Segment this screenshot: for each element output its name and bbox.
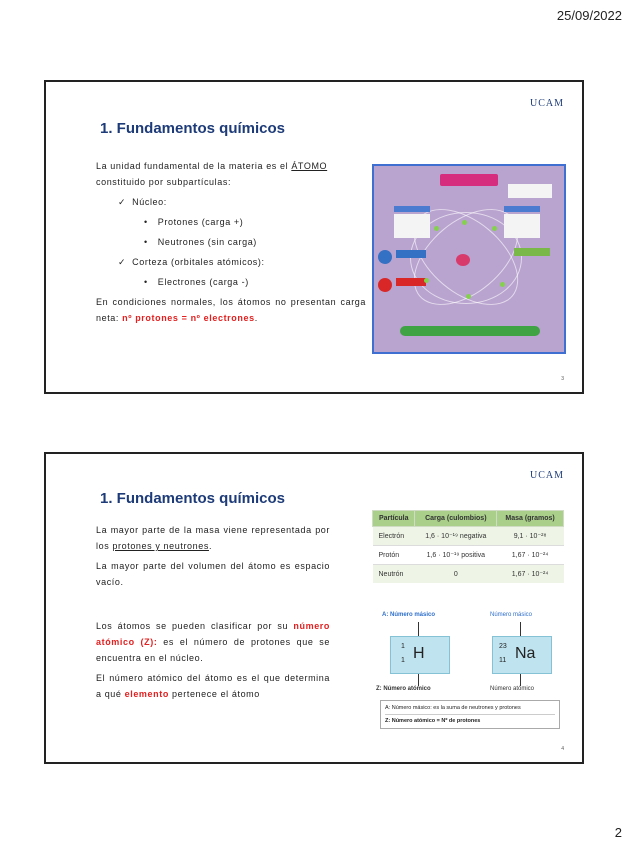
paragraph-element: El número atómico del átomo es el que determina a qué elemento pertenece el átomo	[96, 673, 330, 699]
list-item-neutrones: • Neutrones (sin carga)	[144, 234, 366, 250]
slide-number: 3	[561, 376, 564, 382]
intro-text: La unidad fundamental de la materia es el ÁTOMO constituido por subpartículas:	[96, 161, 328, 187]
list-item-corteza: ✓ Corteza (orbitales atómicos):	[118, 254, 366, 270]
paragraph-mass: La mayor parte de la masa viene representada por los protones y neutrones.	[96, 525, 330, 551]
electron-icon	[492, 226, 497, 231]
slide-4	[44, 452, 584, 764]
table-row: Neutrón 0 1,67 · 10⁻²⁴	[373, 565, 564, 584]
electron-icon	[500, 282, 505, 287]
electron-icon	[434, 226, 439, 231]
particle-table	[372, 510, 564, 583]
conclusion-text: En condiciones normales, los átomos no presentan carga neta: nº protones = nº electrones.	[96, 297, 366, 323]
sodium-box: 23 11 Na	[492, 636, 552, 674]
list-item-nucleo: ✓ Núcleo:	[118, 194, 366, 210]
table-row: Electrón 1,6 · 10⁻¹⁹ negativa 9,1 · 10⁻²⁸	[373, 527, 564, 546]
electron-icon	[462, 220, 467, 225]
table-header: Partícula	[373, 511, 415, 527]
page-number: 2	[614, 825, 622, 840]
atom-diagram	[372, 164, 566, 354]
neutron-icon	[378, 278, 392, 292]
table-row: Protón 1,6 · 10⁻¹⁹ positiva 1,67 · 10⁻²⁴	[373, 546, 564, 565]
list-item-protones: • Protones (carga +)	[144, 214, 366, 230]
paragraph-atomic-number: Los átomos se pueden clasificar por su número atómico (Z): es el número de protones que se encuentra en el núcleo.	[96, 621, 330, 663]
list-item-electrones: • Electrones (carga -)	[144, 274, 366, 290]
ucam-logo: UCAM	[529, 98, 564, 109]
slide-number: 4	[561, 746, 564, 752]
slide-body	[96, 158, 366, 326]
electron-icon	[424, 278, 429, 283]
table-header: Masa (gramos)	[497, 511, 564, 527]
print-date: 25/09/2022	[556, 8, 622, 23]
element-notation-figure	[372, 612, 568, 738]
atomic-number-label: Número atómico	[490, 686, 535, 692]
paragraph-volume: La mayor parte del volumen del átomo es espacio vacío.	[96, 561, 330, 587]
slide-body	[96, 522, 330, 702]
proton-icon	[378, 250, 392, 264]
ucam-logo: UCAM	[529, 470, 564, 481]
slide-title: 1. Fundamentos químicos	[100, 490, 286, 507]
atomic-number-label: Z: Número atómico	[376, 686, 431, 692]
mass-number-label: Número másico	[490, 612, 533, 618]
table-header: Carga (culombios)	[415, 511, 497, 527]
electron-icon	[466, 294, 471, 299]
nucleus-icon	[456, 254, 470, 266]
mass-number-label: A: Número másico	[382, 612, 436, 618]
slide-3	[44, 80, 584, 394]
slide-title: 1. Fundamentos químicos	[100, 120, 286, 137]
definition-note: A: Número másico: es la suma de neutrones y protones Z: Número atómico = Nº de protones	[380, 700, 560, 729]
hydrogen-box: 1 1 H	[390, 636, 450, 674]
